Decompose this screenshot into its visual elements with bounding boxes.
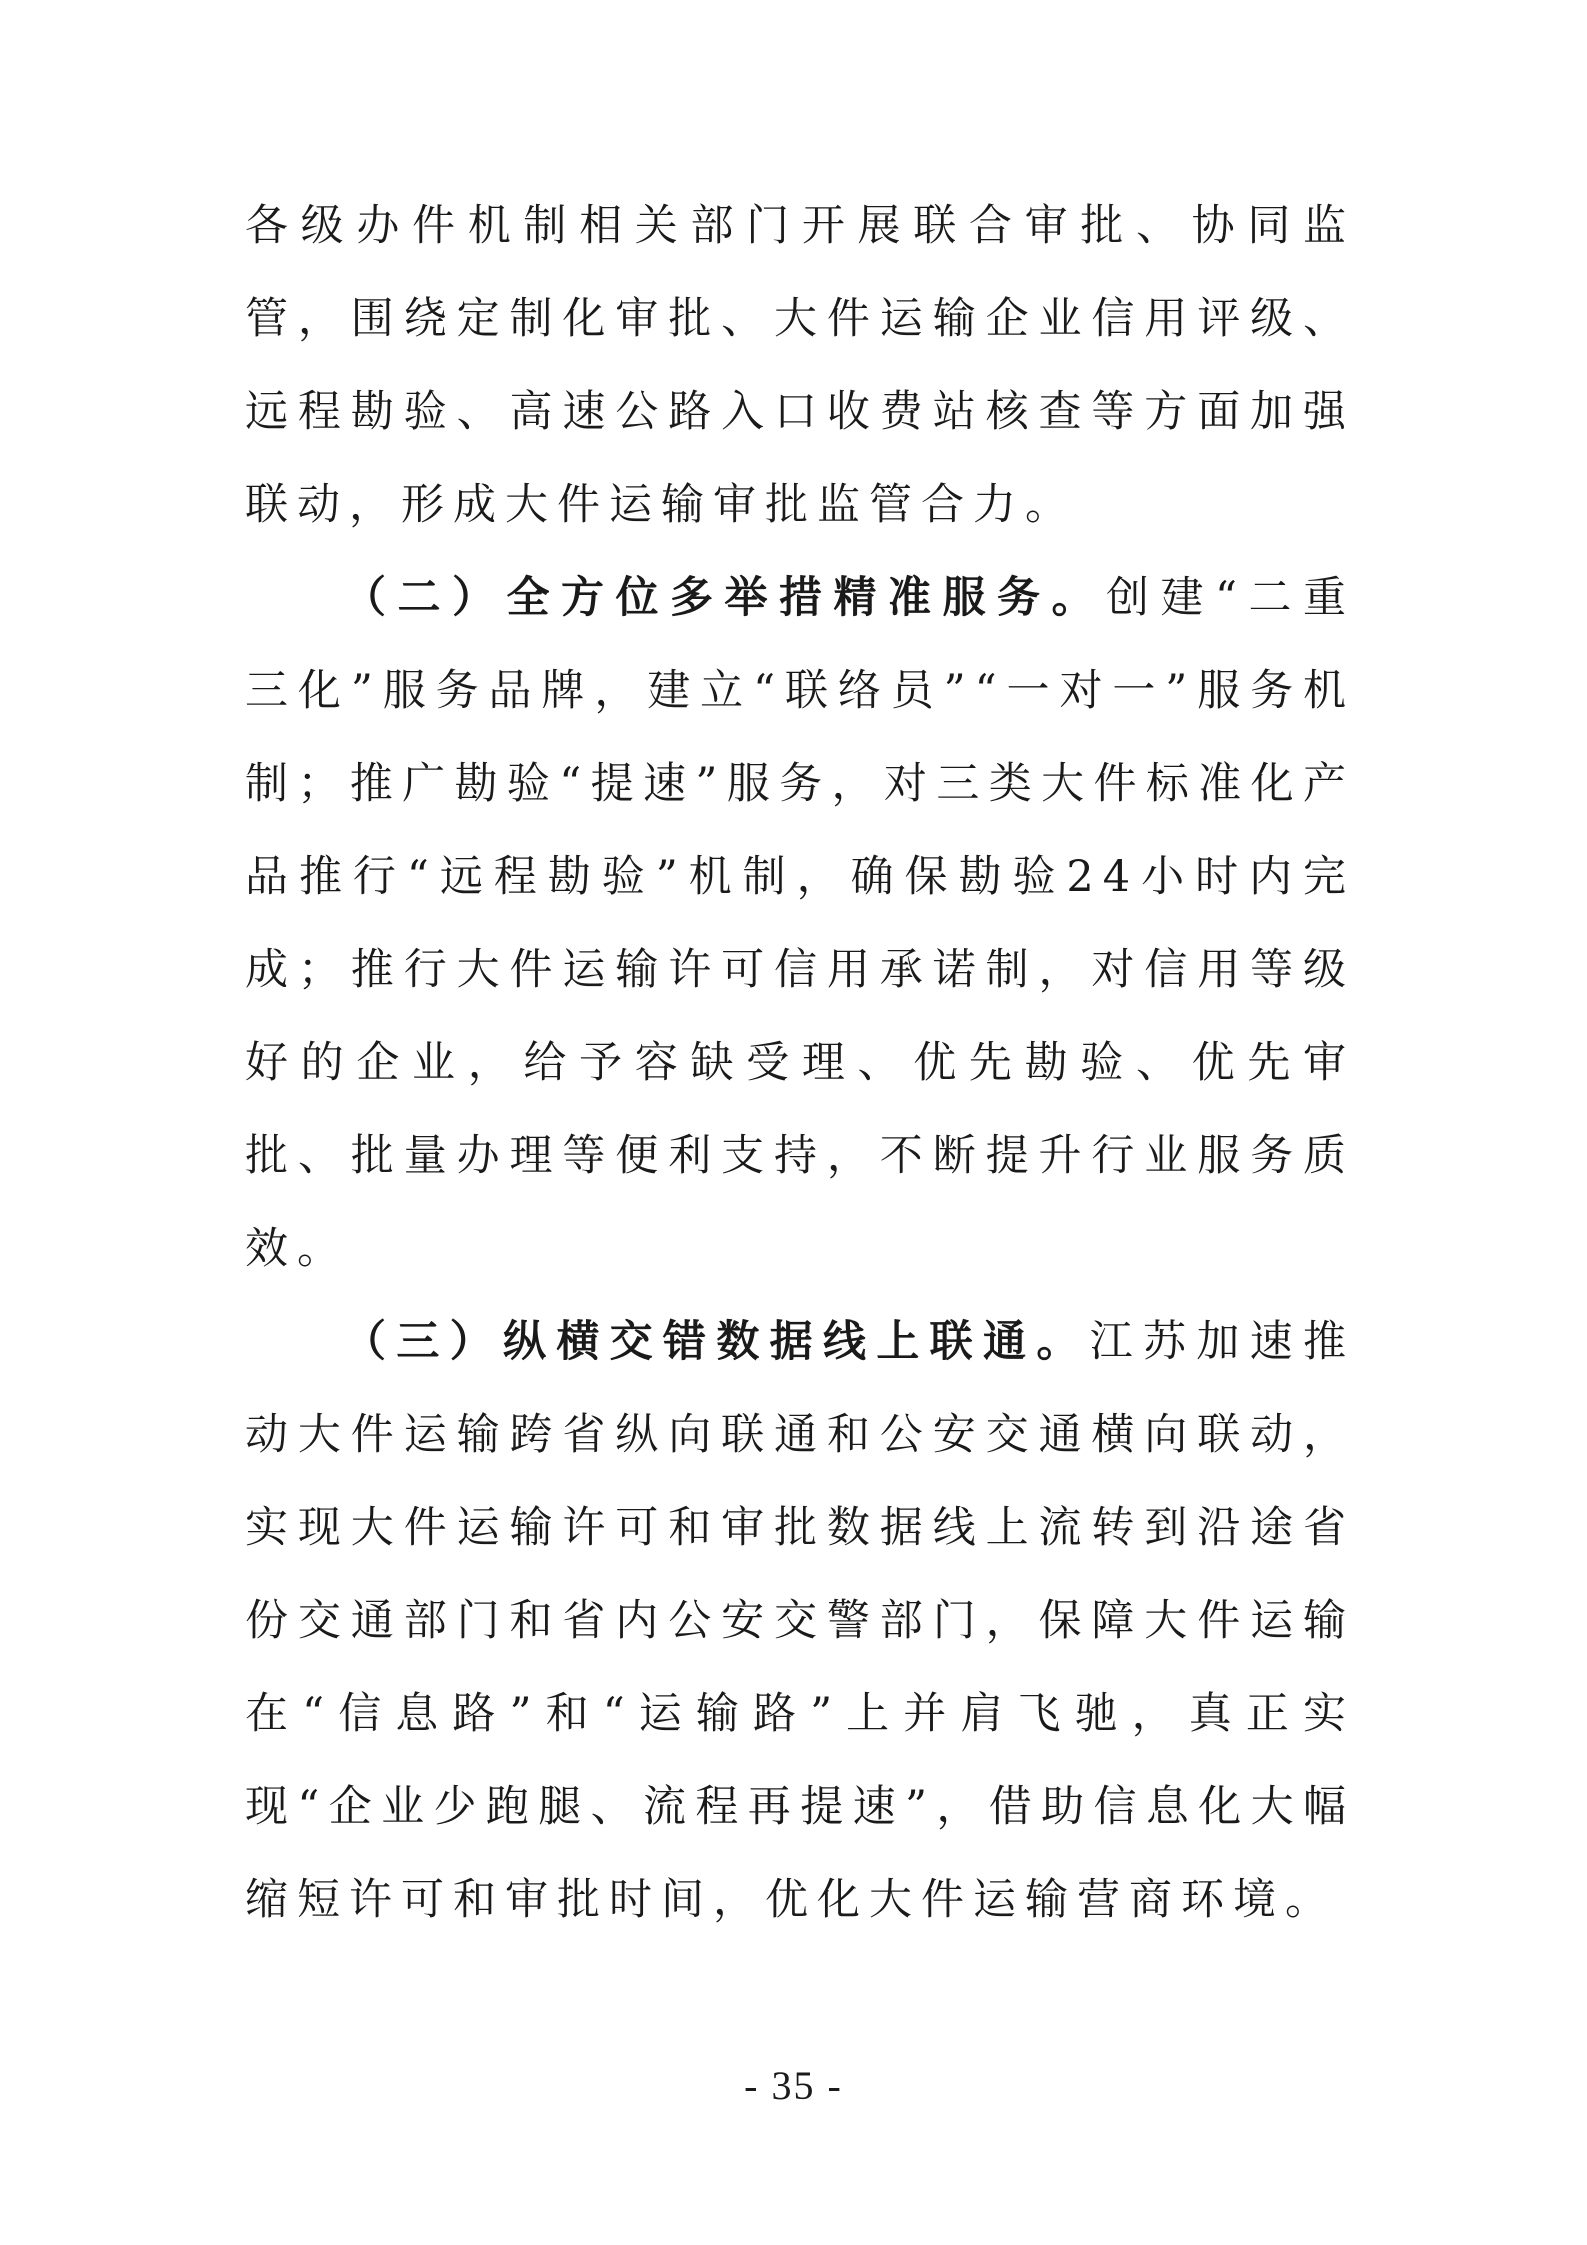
paragraph-text: 创建“二重三化”服务品牌，建立“联络员”“一对一”服务机制；推广勘验“提速”服务，对三类大件标准化产品推行“远程勘验”机制，确保勘验24小时内完成；推行大件运输许可信用承诺制，对信用等级好的企业，给予容缺受理、优先勘验、优先审批、批量办理等便利支持，不断提升行业服务质效。 bbox=[245, 573, 1356, 1274]
section-heading-service: （二）全方位多举措精准服务。 bbox=[343, 573, 1107, 623]
paragraph-text: 各级办件机制相关部门开展联合审批、协同监管，围绕定制化审批、大件运输企业信用评级、远程勘验、高速公路入口收费站核查等方面加强联动，形成大件运输审批监管合力。 bbox=[245, 201, 1355, 530]
paragraph-text: 江苏加速推动大件运输跨省纵向联通和公安交通横向联动，实现大件运输许可和审批数据线上流转到沿途省份交通部门和省内公安交警部门，保障大件运输在“信息路”和“运输路”上并肩飞驰，真正实现“企业少跑腿、流程再提速”，借助信息化大幅缩短许可和审批时间，优化大件运输营商环境。 bbox=[245, 1317, 1356, 1925]
document-body bbox=[245, 180, 1355, 1947]
section-heading-data: （三）纵横交错数据线上联通。 bbox=[343, 1317, 1090, 1367]
page-number: - 35 - bbox=[744, 2063, 843, 2108]
paragraph-continuation bbox=[245, 180, 1355, 552]
paragraph-data-connectivity bbox=[245, 1296, 1355, 1947]
paragraph-service bbox=[245, 552, 1355, 1296]
